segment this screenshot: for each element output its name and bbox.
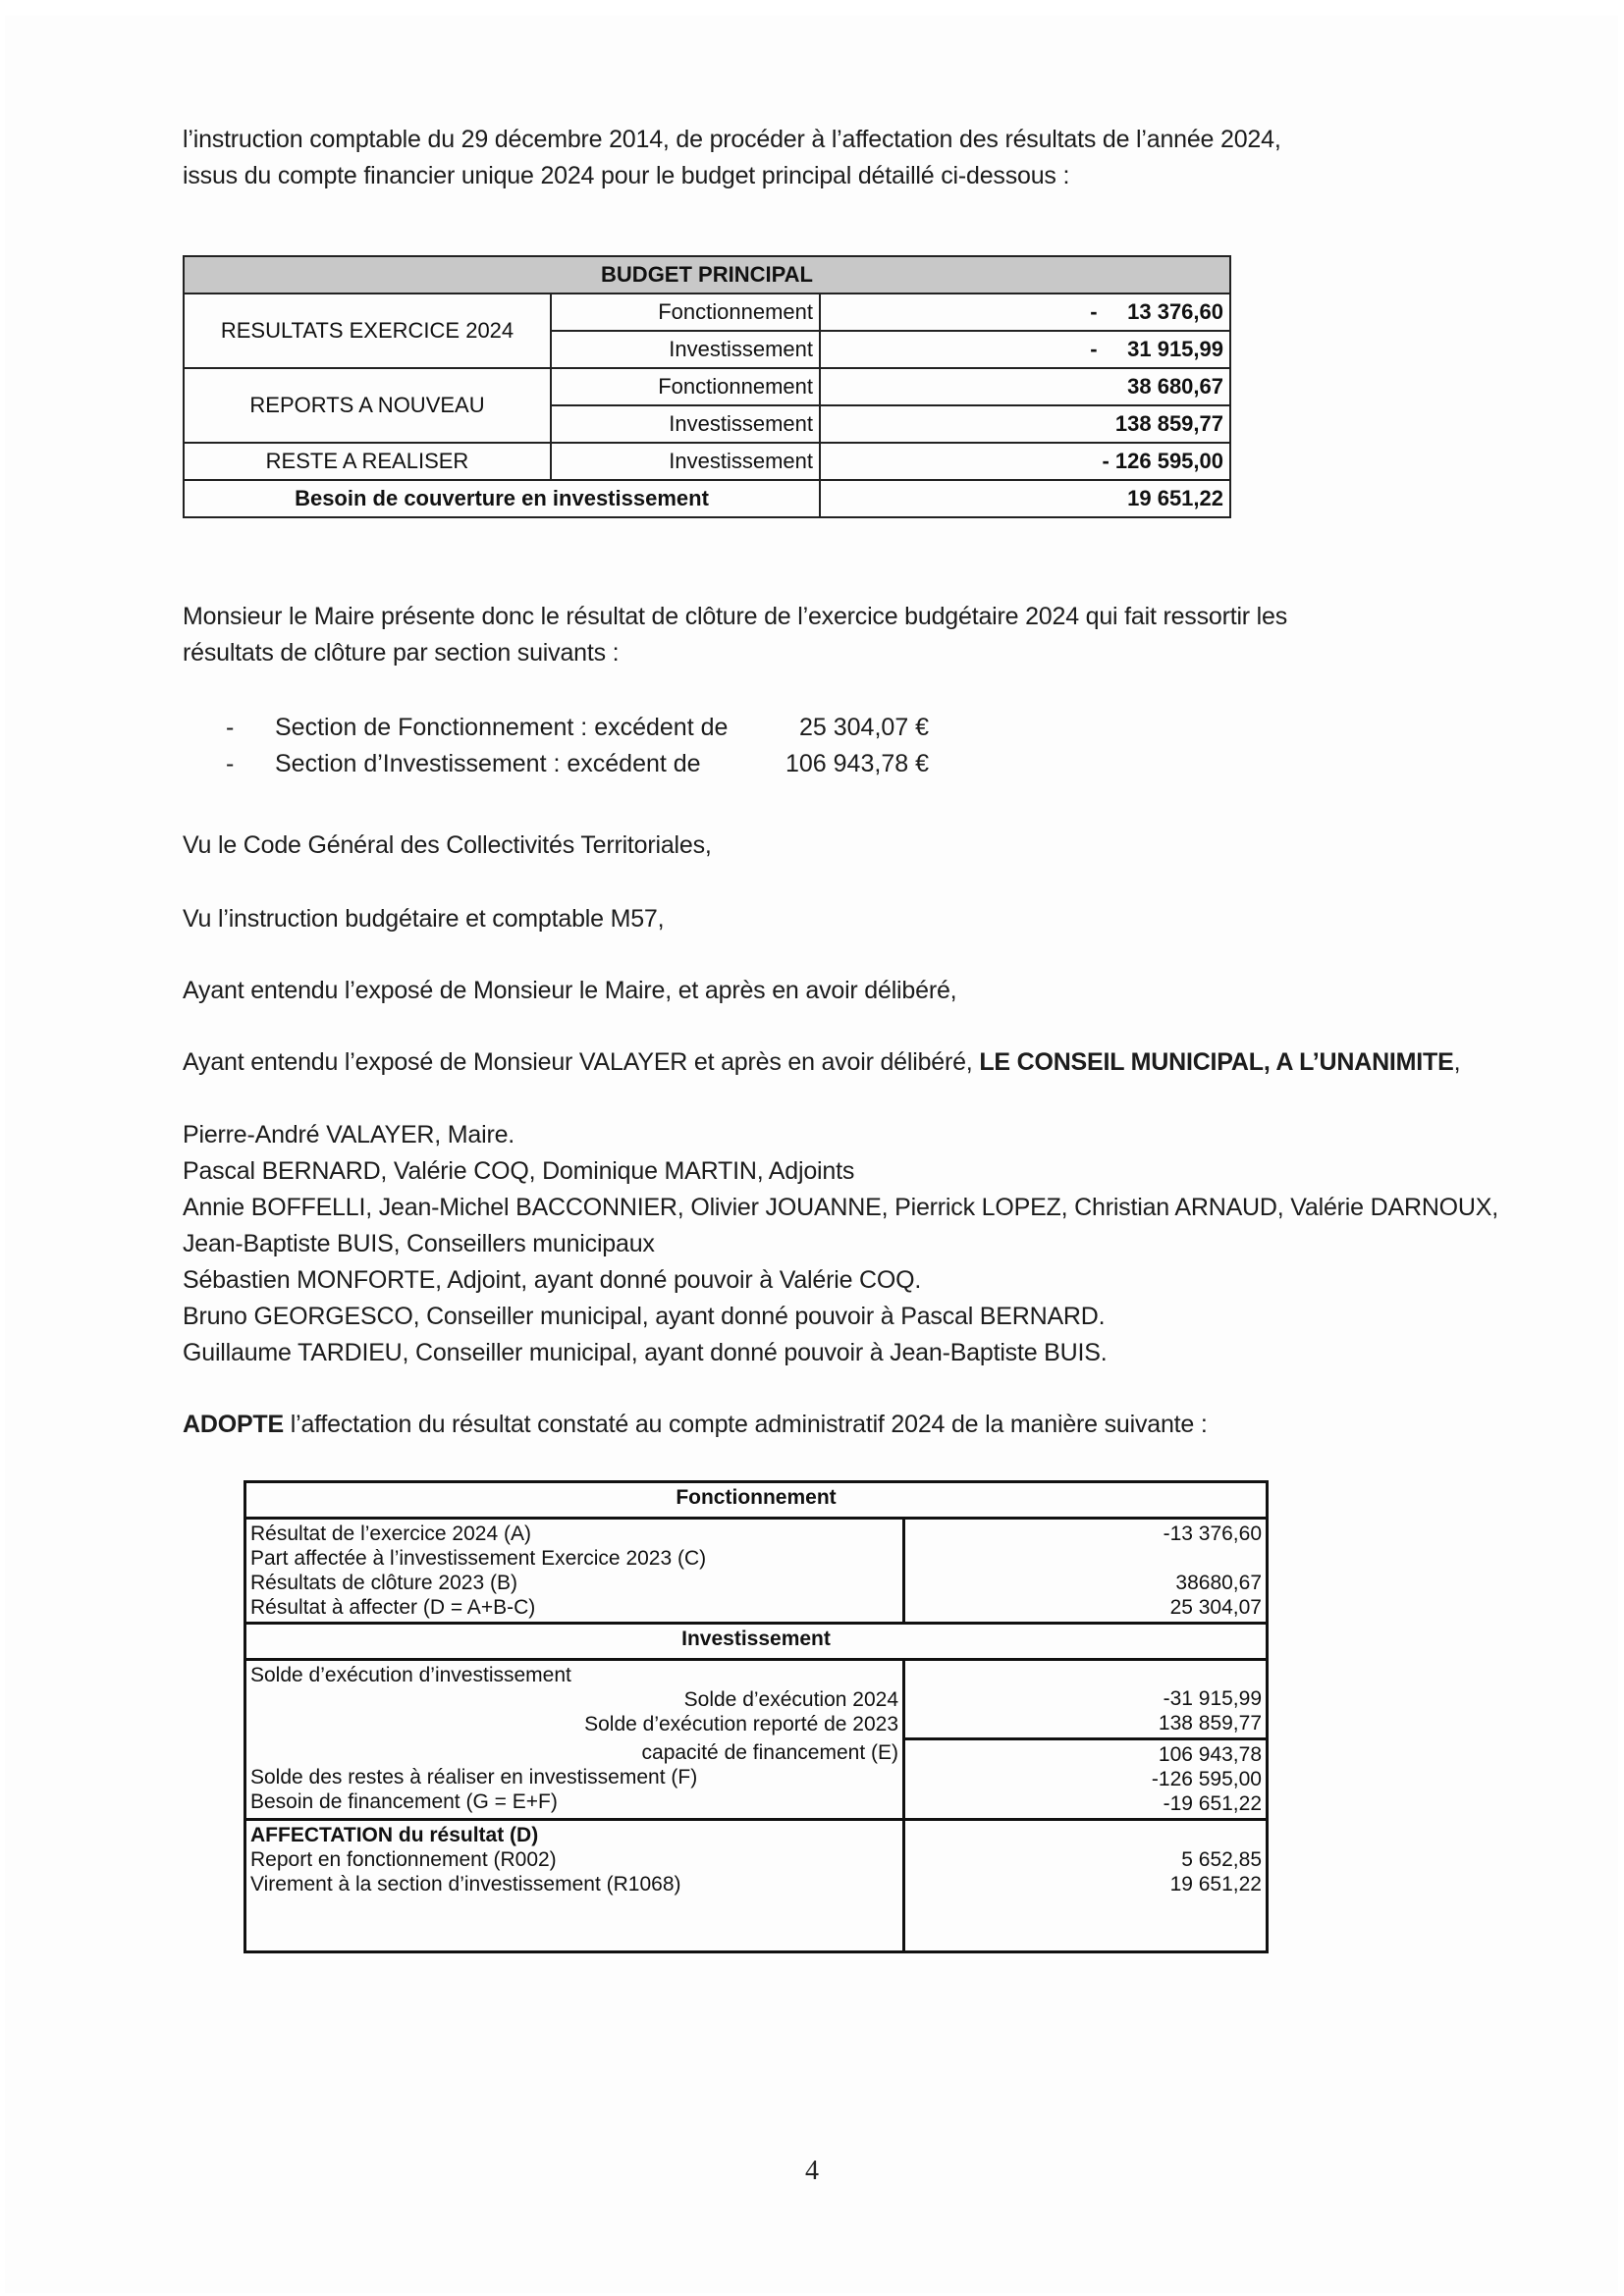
member-line: Bruno GEORGESCO, Conseiller municipal, ayant donné pouvoir à Pascal BERNARD. <box>183 1303 1106 1330</box>
row-value: 138 859,77 <box>1158 1711 1262 1735</box>
total-row <box>184 480 1230 517</box>
row-label: Virement à la section d’investissement (R1068) <box>250 1872 681 1896</box>
page-number: 4 <box>805 2156 819 2186</box>
row-value: - 13 376,60 <box>820 294 1230 331</box>
deliberation-decision: LE CONSEIL MUNICIPAL, A L’UNANIMITE <box>979 1048 1454 1076</box>
row-sublabel: Fonctionnement <box>551 294 820 331</box>
deliberation-decision-suffix: , <box>1453 1048 1461 1076</box>
row-value: 19 651,22 <box>1169 1872 1262 1896</box>
row-label: RESULTATS EXERCICE 2024 <box>184 294 551 368</box>
row-sublabel: Fonctionnement <box>551 368 820 405</box>
intro-line-1: l’instruction comptable du 29 décembre 2014, de procéder à l’affectation des résultats de l’année 2024, <box>183 126 1281 153</box>
closing-line-1: Monsieur le Maire présente donc le résultat de clôture de l’exercice budgétaire 2024 qui fait ressortir les <box>183 603 1288 630</box>
adopte-paragraph <box>183 1407 1498 1443</box>
affectation-table <box>244 1480 1269 1953</box>
row-value: - 31 915,99 <box>820 331 1230 368</box>
row-value: - 126 595,00 <box>820 443 1230 480</box>
table-row <box>184 294 1230 331</box>
row-label: REPORTS A NOUVEAU <box>184 368 551 443</box>
bullet-value: 25 304,07 € <box>799 714 930 741</box>
closing-line-2: résultats de clôture par section suivants : <box>183 639 620 667</box>
table-row <box>184 368 1230 405</box>
row-value: 25 304,07 <box>1169 1596 1262 1619</box>
deliberation-paragraph <box>183 1044 1498 1081</box>
row-label: RESTE A REALISER <box>184 443 551 480</box>
bullet-text: Section de Fonctionnement : excédent de <box>275 714 729 741</box>
closing-paragraph <box>183 599 1498 671</box>
affectation-labels <box>245 1819 904 1951</box>
considerant-cgct: Vu le Code Général des Collectivités Territoriales, <box>183 831 712 859</box>
investissement-solde-values <box>904 1660 1268 1739</box>
members-list <box>183 1117 1498 1371</box>
total-value: 19 651,22 <box>820 480 1230 517</box>
total-label: Besoin de couverture en investissement <box>184 480 820 517</box>
list-item <box>226 710 929 746</box>
row-value: -13 376,60 <box>1163 1522 1262 1545</box>
row-value: 138 859,77 <box>820 405 1230 443</box>
section-results-list <box>226 710 929 782</box>
considerant-expose-maire: Ayant entendu l’exposé de Monsieur le Maire, et après en avoir délibéré, <box>183 977 957 1004</box>
intro-paragraph <box>183 122 1498 194</box>
section-title-investissement: Investissement <box>245 1624 1268 1660</box>
row-value: -31 915,99 <box>1163 1686 1262 1710</box>
row-value: -19 651,22 <box>1163 1791 1262 1815</box>
affectation-values <box>904 1819 1268 1951</box>
row-label: Part affectée à l’investissement Exercice 2023 (C) <box>250 1547 707 1570</box>
row-label: Résultat à affecter (D = A+B-C) <box>250 1596 536 1619</box>
fonctionnement-labels <box>245 1519 904 1624</box>
row-label: Report en fonctionnement (R002) <box>250 1847 557 1871</box>
row-value: 38 680,67 <box>820 368 1230 405</box>
row-label: Résultat de l’exercice 2024 (A) <box>250 1522 531 1545</box>
table-row <box>184 443 1230 480</box>
row-label: Solde d’exécution reporté de 2023 <box>584 1713 898 1735</box>
intro-line-2: issus du compte financier unique 2024 pour le budget principal détaillé ci-dessous : <box>183 162 1070 189</box>
row-label: Solde des restes à réaliser en investissement (F) <box>250 1766 698 1789</box>
budget-principal-table <box>183 255 1231 518</box>
considerant-m57: Vu l’instruction budgétaire et comptable M57, <box>183 905 665 933</box>
deliberation-intro: Ayant entendu l’exposé de Monsieur VALAYER et après en avoir délibéré, <box>183 1048 980 1076</box>
spacer <box>909 1823 1262 1847</box>
member-line: Sébastien MONFORTE, Adjoint, ayant donné pouvoir à Valérie COQ. <box>183 1266 922 1294</box>
bullet-dash: - <box>226 714 235 741</box>
bullet-text: Section d’Investissement : excédent de <box>275 750 701 777</box>
investissement-solde-labels <box>245 1660 904 1739</box>
investissement-values <box>904 1738 1268 1819</box>
member-line: Pierre-André VALAYER, Maire. <box>183 1121 515 1148</box>
budget-principal-header-row <box>184 256 1230 294</box>
row-sublabel: Investissement <box>551 443 820 480</box>
member-line: Guillaume TARDIEU, Conseiller municipal, ayant donné pouvoir à Jean-Baptiste BUIS. <box>183 1339 1108 1366</box>
row-value <box>909 1546 1262 1571</box>
member-line: Annie BOFFELLI, Jean-Michel BACCONNIER, Olivier JOUANNE, Pierrick LOPEZ, Christian ARNAUD, Valérie DARNOUX, Jean-Baptiste BUIS, Conseillers municipaux <box>183 1194 1498 1257</box>
section-title-fonctionnement: Fonctionnement <box>245 1482 1268 1519</box>
row-label: Résultats de clôture 2023 (B) <box>250 1572 517 1594</box>
investissement-labels <box>245 1738 904 1819</box>
list-item <box>226 746 929 782</box>
row-label: Besoin de financement (G = E+F) <box>250 1790 558 1813</box>
affectation-title: AFFECTATION du résultat (D) <box>250 1823 539 1846</box>
row-value: 5 652,85 <box>1181 1847 1262 1871</box>
bullet-value: 106 943,78 € <box>785 750 929 777</box>
bullet-dash: - <box>226 750 235 777</box>
budget-principal-title: BUDGET PRINCIPAL <box>184 256 1230 294</box>
fonctionnement-values <box>904 1519 1268 1624</box>
adopte-text: l’affectation du résultat constaté au compte administratif 2024 de la manière suivante : <box>283 1411 1208 1438</box>
row-label: Solde d’exécution 2024 <box>683 1688 898 1711</box>
row-sublabel: Investissement <box>551 331 820 368</box>
member-line: Pascal BERNARD, Valérie COQ, Dominique MARTIN, Adjoints <box>183 1157 855 1185</box>
capacite-label: capacité de financement (E) <box>641 1741 898 1764</box>
row-value: -126 595,00 <box>1151 1767 1262 1790</box>
solde-header: Solde d’exécution d’investissement <box>250 1664 571 1686</box>
capacite-value: 106 943,78 <box>1158 1742 1262 1766</box>
row-value: 38680,67 <box>1175 1572 1262 1594</box>
adopte-keyword: ADOPTE <box>183 1411 284 1438</box>
row-sublabel: Investissement <box>551 405 820 443</box>
